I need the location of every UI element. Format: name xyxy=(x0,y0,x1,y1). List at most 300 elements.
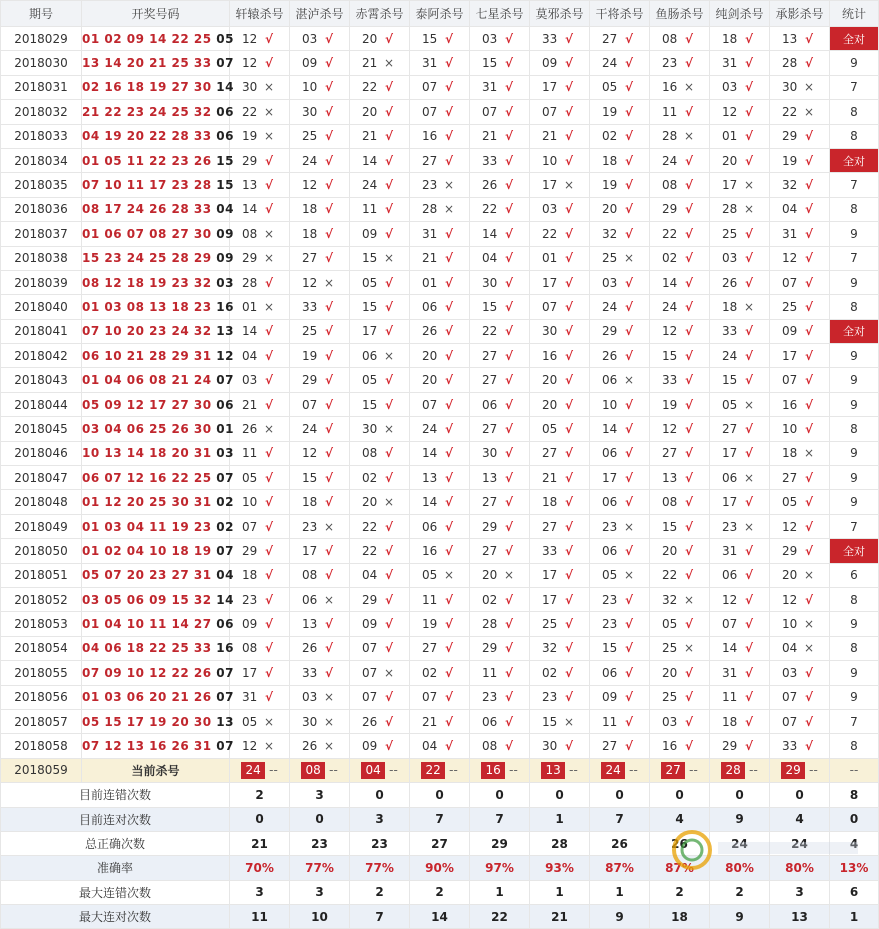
summary-value: 3 xyxy=(290,880,350,904)
stat-cell: 全对 xyxy=(830,319,879,343)
kill-cell xyxy=(770,587,830,611)
check-mark-icon: √ xyxy=(505,421,514,436)
draw-numbers-cell xyxy=(82,295,234,319)
header-xuanyuan: 轩辕杀号 xyxy=(230,1,290,27)
stat-cell: 9 xyxy=(830,392,879,416)
kill-number: 07 xyxy=(361,690,382,705)
kill-number: 24 xyxy=(721,348,742,363)
red-balls: 08 17 24 26 28 33 xyxy=(82,202,217,217)
kill-cell xyxy=(350,466,410,490)
kill-number: 07 xyxy=(541,299,562,314)
check-mark-icon: √ xyxy=(505,617,514,632)
kill-cell xyxy=(350,685,410,709)
kill-number: 21 xyxy=(481,129,502,144)
kill-number: 14 xyxy=(241,324,262,339)
period-cell: 2018057 xyxy=(1,709,82,733)
check-mark-icon: √ xyxy=(805,31,814,46)
red-balls: 01 03 04 11 19 23 xyxy=(82,519,217,534)
kill-cell xyxy=(650,222,710,246)
check-mark-icon: √ xyxy=(565,275,574,290)
kill-number: 01 xyxy=(241,299,262,314)
kill-cell xyxy=(650,148,710,172)
kill-cell xyxy=(710,319,770,343)
kill-number: 28 xyxy=(421,202,442,217)
summary-value: 0 xyxy=(290,807,350,831)
kill-cell xyxy=(290,270,350,294)
check-mark-icon: √ xyxy=(325,348,334,363)
kill-number: 26 xyxy=(721,275,742,290)
check-mark-icon: √ xyxy=(325,324,334,339)
check-mark-icon: √ xyxy=(265,665,274,680)
kill-number: 17 xyxy=(721,178,742,193)
check-mark-icon: √ xyxy=(445,739,454,754)
table-row xyxy=(1,246,879,270)
cross-mark-icon: × xyxy=(264,226,275,241)
check-mark-icon: √ xyxy=(565,641,574,656)
kill-number: 06 xyxy=(421,299,442,314)
stat-cell: 8 xyxy=(830,587,879,611)
kill-cell xyxy=(230,51,290,75)
check-mark-icon: √ xyxy=(445,373,454,388)
check-mark-icon: √ xyxy=(625,495,634,510)
kill-cell xyxy=(770,417,830,441)
kill-cell xyxy=(530,612,590,636)
check-mark-icon: √ xyxy=(685,714,694,729)
check-mark-icon: √ xyxy=(685,299,694,314)
check-mark-icon: √ xyxy=(505,641,514,656)
kill-cell xyxy=(770,514,830,538)
check-mark-icon: √ xyxy=(625,56,634,71)
kill-number: 17 xyxy=(721,446,742,461)
kill-cell xyxy=(710,51,770,75)
check-mark-icon: √ xyxy=(445,543,454,558)
cross-mark-icon: × xyxy=(624,373,635,388)
check-mark-icon: √ xyxy=(745,324,754,339)
kill-number: 23 xyxy=(241,592,262,607)
check-mark-icon: √ xyxy=(385,641,394,656)
stat-cell: 9 xyxy=(830,368,879,392)
check-mark-icon: √ xyxy=(625,470,634,485)
kill-number: 32 xyxy=(541,641,562,656)
stat-cell: 9 xyxy=(830,685,879,709)
kill-number: 07 xyxy=(481,104,502,119)
kill-number: 20 xyxy=(781,568,802,583)
kill-cell xyxy=(290,709,350,733)
kill-number: 09 xyxy=(301,56,322,71)
kill-cell xyxy=(650,563,710,587)
summary-value: 2 xyxy=(350,880,410,904)
cross-mark-icon: × xyxy=(264,129,275,144)
period-cell: 2018034 xyxy=(1,148,82,172)
kill-cell xyxy=(590,246,650,270)
check-mark-icon: √ xyxy=(445,80,454,95)
stat-cell: 8 xyxy=(830,636,879,660)
current-kill-number: 29 xyxy=(781,762,805,779)
kill-number: 16 xyxy=(781,397,802,412)
header-row xyxy=(1,1,879,27)
period-cell: 2018033 xyxy=(1,124,82,148)
kill-cell xyxy=(710,222,770,246)
dash-placeholder: -- xyxy=(509,762,518,777)
kill-number: 09 xyxy=(781,324,802,339)
draw-numbers-cell xyxy=(82,75,234,99)
kill-cell xyxy=(290,466,350,490)
kill-number: 28 xyxy=(721,202,742,217)
kill-number: 03 xyxy=(721,80,742,95)
period-cell: 2018049 xyxy=(1,514,82,538)
cross-mark-icon: × xyxy=(324,519,335,534)
summary-value: 90% xyxy=(410,856,470,880)
table-row xyxy=(1,148,879,172)
kill-number: 33 xyxy=(541,543,562,558)
kill-number: 31 xyxy=(781,226,802,241)
kill-number: 27 xyxy=(781,470,802,485)
period-cell: 2018044 xyxy=(1,392,82,416)
cross-mark-icon: × xyxy=(264,739,275,754)
draw-numbers-cell xyxy=(82,197,234,221)
period-cell: 2018052 xyxy=(1,587,82,611)
kill-cell xyxy=(470,490,530,514)
kill-number: 07 xyxy=(781,275,802,290)
blue-ball: 04 xyxy=(216,202,234,217)
stat-cell: 6 xyxy=(830,563,879,587)
check-mark-icon: √ xyxy=(385,617,394,632)
header-zhanlu: 湛泸杀号 xyxy=(290,1,350,27)
check-mark-icon: √ xyxy=(445,665,454,680)
kill-number: 08 xyxy=(241,641,262,656)
red-balls: 01 02 04 10 18 19 xyxy=(82,543,217,558)
kill-number: 29 xyxy=(481,519,502,534)
cross-mark-icon: × xyxy=(504,568,515,583)
current-kill-cell xyxy=(470,758,530,782)
header-chunjian: 纯剑杀号 xyxy=(710,1,770,27)
kill-number: 27 xyxy=(541,446,562,461)
blue-ball: 01 xyxy=(216,421,234,436)
red-balls: 07 09 10 12 22 26 xyxy=(82,665,217,680)
kill-cell xyxy=(410,417,470,441)
draw-numbers-cell xyxy=(82,246,234,270)
kill-cell xyxy=(590,587,650,611)
red-balls: 01 12 20 25 30 31 xyxy=(82,495,217,510)
table-row xyxy=(1,319,879,343)
check-mark-icon: √ xyxy=(505,226,514,241)
kill-cell xyxy=(470,709,530,733)
kill-cell xyxy=(230,685,290,709)
kill-cell xyxy=(350,27,410,51)
kill-cell xyxy=(410,612,470,636)
kill-cell xyxy=(530,417,590,441)
kill-number: 29 xyxy=(301,373,322,388)
kill-number: 07 xyxy=(421,104,442,119)
check-mark-icon: √ xyxy=(445,324,454,339)
kill-number: 04 xyxy=(241,348,262,363)
kill-number: 03 xyxy=(721,251,742,266)
kill-number: 04 xyxy=(421,739,442,754)
kill-cell xyxy=(350,490,410,514)
check-mark-icon: √ xyxy=(265,397,274,412)
stat-cell: 9 xyxy=(830,270,879,294)
kill-number: 11 xyxy=(241,446,262,461)
kill-cell xyxy=(410,709,470,733)
check-mark-icon: √ xyxy=(685,153,694,168)
kill-number: 05 xyxy=(421,568,442,583)
check-mark-icon: √ xyxy=(745,641,754,656)
kill-number: 29 xyxy=(241,153,262,168)
kill-cell xyxy=(290,417,350,441)
current-kill-number: 13 xyxy=(541,762,565,779)
kill-number: 29 xyxy=(241,251,262,266)
check-mark-icon: √ xyxy=(325,617,334,632)
check-mark-icon: √ xyxy=(445,251,454,266)
summary-value: 9 xyxy=(710,905,770,929)
check-mark-icon: √ xyxy=(625,324,634,339)
current-kill-cell xyxy=(290,758,350,782)
kill-number: 19 xyxy=(421,617,442,632)
check-mark-icon: √ xyxy=(805,495,814,510)
kill-number: 11 xyxy=(721,690,742,705)
draw-numbers-cell xyxy=(82,270,234,294)
kill-number: 22 xyxy=(481,202,502,217)
draw-numbers-cell xyxy=(82,466,234,490)
kill-number: 23 xyxy=(661,56,682,71)
draw-numbers-cell xyxy=(82,490,234,514)
kill-number: 33 xyxy=(661,373,682,388)
kill-cell xyxy=(530,392,590,416)
kill-cell xyxy=(650,197,710,221)
cross-mark-icon: × xyxy=(324,275,335,290)
kill-number: 14 xyxy=(601,421,622,436)
kill-cell xyxy=(230,441,290,465)
kill-number: 18 xyxy=(721,31,742,46)
draw-numbers-cell xyxy=(82,344,234,368)
kill-cell xyxy=(290,563,350,587)
period-cell: 2018035 xyxy=(1,173,82,197)
kill-number: 15 xyxy=(361,299,382,314)
kill-number: 05 xyxy=(361,275,382,290)
kill-cell xyxy=(290,441,350,465)
period-cell: 2018055 xyxy=(1,661,82,685)
check-mark-icon: √ xyxy=(745,739,754,754)
check-mark-icon: √ xyxy=(325,665,334,680)
kill-number: 14 xyxy=(721,641,742,656)
kill-cell xyxy=(470,612,530,636)
cross-mark-icon: × xyxy=(324,739,335,754)
kill-number: 06 xyxy=(601,665,622,680)
kill-number: 23 xyxy=(601,617,622,632)
kill-cell xyxy=(710,417,770,441)
cross-mark-icon: × xyxy=(564,714,575,729)
check-mark-icon: √ xyxy=(745,617,754,632)
period-cell: 2018045 xyxy=(1,417,82,441)
kill-number: 22 xyxy=(661,226,682,241)
red-balls: 01 05 11 22 23 26 xyxy=(82,153,217,168)
kill-number: 10 xyxy=(781,421,802,436)
kill-number: 09 xyxy=(541,56,562,71)
kill-cell xyxy=(470,27,530,51)
kill-number: 06 xyxy=(601,373,622,388)
summary-row xyxy=(1,807,879,831)
kill-cell xyxy=(650,466,710,490)
kill-number: 30 xyxy=(781,80,802,95)
check-mark-icon: √ xyxy=(625,397,634,412)
kill-number: 10 xyxy=(601,397,622,412)
kill-cell xyxy=(350,612,410,636)
summary-row xyxy=(1,880,879,904)
kill-cell xyxy=(710,173,770,197)
summary-value: 4 xyxy=(830,831,879,855)
check-mark-icon: √ xyxy=(625,275,634,290)
kill-number: 16 xyxy=(541,348,562,363)
stat-cell: 8 xyxy=(830,734,879,758)
check-mark-icon: √ xyxy=(505,324,514,339)
kill-cell xyxy=(650,612,710,636)
check-mark-icon: √ xyxy=(625,739,634,754)
kill-number: 23 xyxy=(721,519,742,534)
kill-number: 30 xyxy=(541,739,562,754)
kill-number: 22 xyxy=(361,519,382,534)
summary-value: 7 xyxy=(410,807,470,831)
kill-cell xyxy=(290,539,350,563)
table-row xyxy=(1,75,879,99)
dash-placeholder: -- xyxy=(269,762,278,777)
kill-number: 27 xyxy=(301,251,322,266)
kill-number: 19 xyxy=(301,348,322,363)
kill-number: 31 xyxy=(421,226,442,241)
kill-cell xyxy=(530,173,590,197)
kill-number: 14 xyxy=(421,495,442,510)
kill-cell xyxy=(350,173,410,197)
summary-value: 7 xyxy=(350,905,410,929)
kill-cell xyxy=(710,270,770,294)
draw-numbers-cell xyxy=(82,222,234,246)
kill-number: 05 xyxy=(361,373,382,388)
check-mark-icon: √ xyxy=(265,617,274,632)
check-mark-icon: √ xyxy=(445,56,454,71)
kill-cell xyxy=(590,319,650,343)
check-mark-icon: √ xyxy=(625,153,634,168)
dash-placeholder: -- xyxy=(389,762,398,777)
kill-cell xyxy=(590,514,650,538)
check-mark-icon: √ xyxy=(265,275,274,290)
check-mark-icon: √ xyxy=(385,373,394,388)
red-balls: 08 12 18 19 23 32 xyxy=(82,275,217,290)
kill-number: 02 xyxy=(661,251,682,266)
cross-mark-icon: × xyxy=(264,714,275,729)
check-mark-icon: √ xyxy=(685,568,694,583)
kill-cell xyxy=(230,636,290,660)
check-mark-icon: √ xyxy=(745,568,754,583)
check-mark-icon: √ xyxy=(805,299,814,314)
kill-number: 23 xyxy=(601,519,622,534)
kill-cell xyxy=(710,441,770,465)
check-mark-icon: √ xyxy=(385,178,394,193)
kill-cell xyxy=(350,270,410,294)
check-mark-icon: √ xyxy=(505,129,514,144)
check-mark-icon: √ xyxy=(385,275,394,290)
kill-number: 14 xyxy=(661,275,682,290)
check-mark-icon: √ xyxy=(565,80,574,95)
kill-number: 17 xyxy=(541,80,562,95)
check-mark-icon: √ xyxy=(445,641,454,656)
check-mark-icon: √ xyxy=(445,153,454,168)
kill-number: 15 xyxy=(301,470,322,485)
red-balls: 15 23 24 25 28 29 xyxy=(82,251,217,266)
kill-number: 08 xyxy=(301,568,322,583)
table-row xyxy=(1,295,879,319)
table-row xyxy=(1,417,879,441)
cross-mark-icon: × xyxy=(804,104,815,119)
kill-cell xyxy=(650,368,710,392)
kill-cell xyxy=(290,514,350,538)
kill-cell xyxy=(530,75,590,99)
check-mark-icon: √ xyxy=(265,202,274,217)
kill-number: 29 xyxy=(361,592,382,607)
kill-number: 17 xyxy=(721,495,742,510)
kill-cell xyxy=(290,246,350,270)
header-draw-numbers: 开奖号码 xyxy=(82,1,230,27)
kill-number: 30 xyxy=(361,421,382,436)
kill-number: 24 xyxy=(361,178,382,193)
red-balls: 06 07 12 16 22 25 xyxy=(82,470,217,485)
kill-cell xyxy=(770,661,830,685)
kill-number: 28 xyxy=(241,275,262,290)
kill-cell xyxy=(350,124,410,148)
check-mark-icon: √ xyxy=(565,153,574,168)
kill-cell xyxy=(710,734,770,758)
red-balls: 10 13 14 18 20 31 xyxy=(82,446,217,461)
kill-number: 03 xyxy=(601,275,622,290)
check-mark-icon: √ xyxy=(625,202,634,217)
kill-cell xyxy=(530,636,590,660)
check-mark-icon: √ xyxy=(385,397,394,412)
kill-cell xyxy=(410,295,470,319)
current-kill-cell xyxy=(710,758,770,782)
kill-number: 25 xyxy=(541,617,562,632)
kill-cell xyxy=(710,490,770,514)
kill-number: 30 xyxy=(481,446,502,461)
kill-number: 12 xyxy=(721,104,742,119)
kill-number: 01 xyxy=(421,275,442,290)
check-mark-icon: √ xyxy=(325,129,334,144)
header-stat: 统计 xyxy=(830,1,879,27)
check-mark-icon: √ xyxy=(325,104,334,119)
kill-cell xyxy=(650,124,710,148)
kill-number: 03 xyxy=(541,202,562,217)
stat-cell: 8 xyxy=(830,417,879,441)
kill-number: 06 xyxy=(301,592,322,607)
table-row xyxy=(1,270,879,294)
cross-mark-icon: × xyxy=(324,690,335,705)
red-balls: 03 05 06 09 15 32 xyxy=(82,592,217,607)
check-mark-icon: √ xyxy=(385,80,394,95)
kill-number: 33 xyxy=(301,299,322,314)
current-kill-number: 04 xyxy=(361,762,385,779)
summary-value: 4 xyxy=(650,807,710,831)
kill-cell xyxy=(410,222,470,246)
kill-number: 27 xyxy=(421,153,442,168)
check-mark-icon: √ xyxy=(625,543,634,558)
check-mark-icon: √ xyxy=(625,80,634,95)
kill-cell xyxy=(710,197,770,221)
kill-number: 23 xyxy=(301,519,322,534)
kill-cell xyxy=(650,587,710,611)
check-mark-icon: √ xyxy=(805,56,814,71)
check-mark-icon: √ xyxy=(685,104,694,119)
check-mark-icon: √ xyxy=(565,129,574,144)
check-mark-icon: √ xyxy=(565,592,574,607)
kill-cell xyxy=(770,197,830,221)
kill-cell xyxy=(710,295,770,319)
